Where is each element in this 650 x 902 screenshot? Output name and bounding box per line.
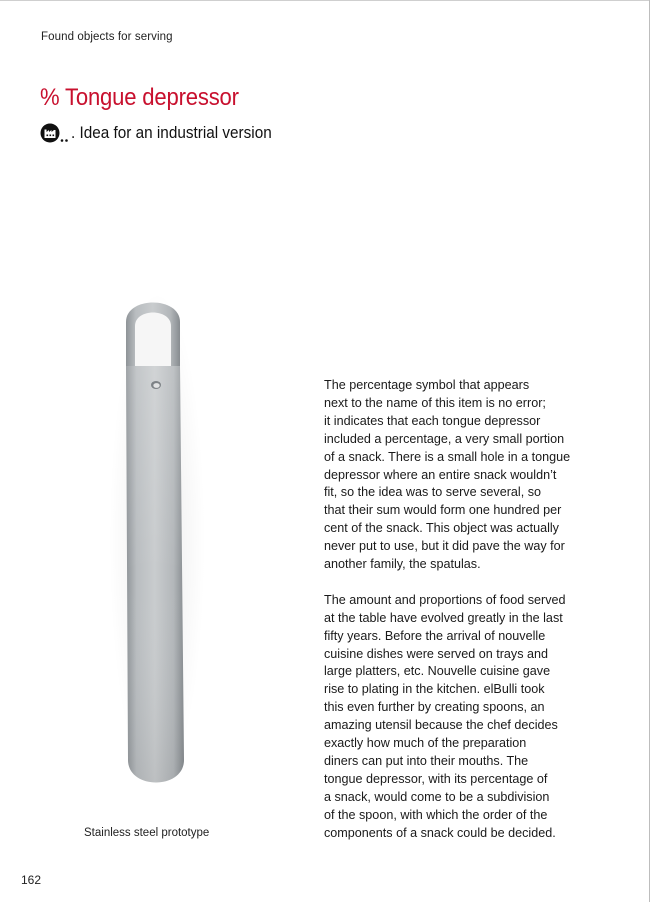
figure-caption: Stainless steel prototype	[84, 827, 210, 839]
body-paragraph: The percentage symbol that appears next to the name of this item is no error; it indicates that each tongue depressor included a percentage, a very small portion of a snack. There is a small hole in a tongue depressor where an entire snack wouldn’t fit, so the idea was to serve several, so that their sum would form one hundred per cent of the snack. This object was actually never put to use, but it did pave the way for another family, the spatulas.	[324, 378, 571, 572]
body-text	[324, 377, 592, 843]
page-border-top	[0, 0, 650, 1]
subtitle-row	[40, 123, 294, 143]
tongue-depressor-photo	[100, 290, 210, 795]
page-title: % Tongue depressor	[40, 84, 239, 111]
factory-icon	[40, 123, 69, 143]
running-head: Found objects for serving	[41, 31, 173, 43]
body-paragraph: The amount and proportions of food served at the table have evolved greatly in the last fifty years. Before the arrival of nouvelle cuisine dishes were served on trays and large platters, etc. Nouvelle cuisine gave rise to plating in the kitchen. elBulli took this even further by creating spoons, an amazing utensil because the chef decides exactly how much of the preparation diners can put into their mouths. The tongue depressor, with its percentage of a snack, would come to be a subdivision of the spoon, with which the order of the components of a snack could be decided.	[324, 592, 566, 840]
page-number: 162	[21, 873, 42, 887]
subtitle: . Idea for an industrial version	[71, 123, 272, 142]
